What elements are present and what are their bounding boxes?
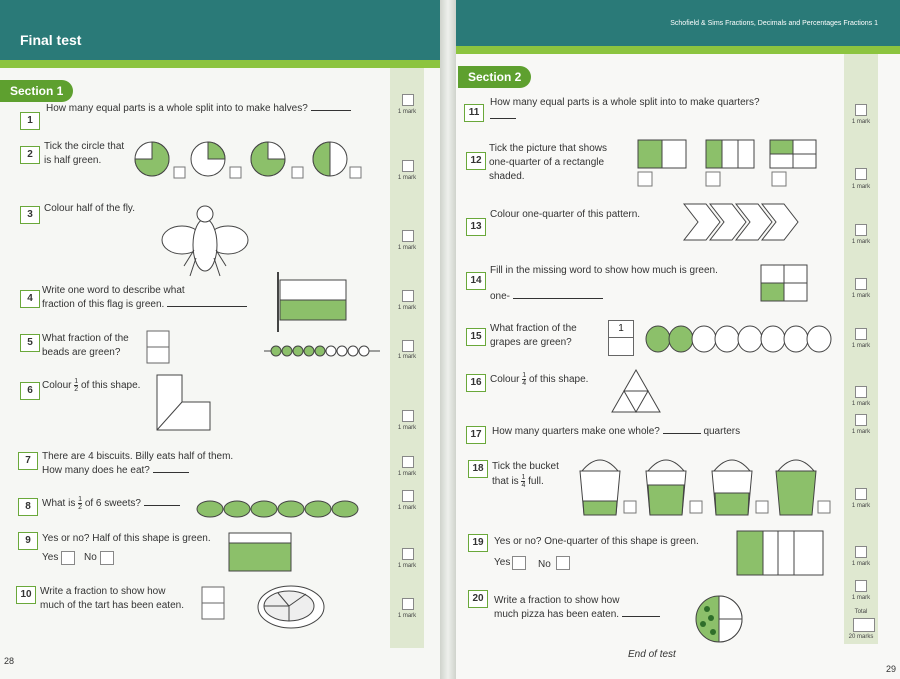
question-number: 15 — [466, 328, 486, 346]
question-number: 18 — [468, 460, 488, 478]
question-10-text: Write a fraction to show how much of the tart has been eaten. — [40, 586, 184, 611]
total-label: Total — [854, 609, 868, 615]
question-number: 17 — [466, 426, 486, 444]
mark-label: 1 mark — [851, 293, 871, 299]
yes-label: Yes — [494, 557, 511, 568]
mark-box[interactable] — [402, 490, 414, 502]
mark-box[interactable] — [855, 414, 867, 426]
question-number: 12 — [466, 152, 486, 170]
beads-drawing — [264, 343, 384, 359]
page-title: Final test — [20, 32, 82, 48]
header-green-strip — [448, 46, 900, 54]
fly-drawing — [160, 200, 250, 280]
question-20-text: Write a fraction to show how much pizza has been eaten. — [494, 594, 660, 622]
mark-box[interactable] — [402, 290, 414, 302]
left-page — [0, 0, 448, 679]
mark-label: 1 mark — [397, 563, 417, 569]
grapes-drawing — [644, 324, 839, 354]
mark-box[interactable] — [855, 546, 867, 558]
question-11-text: How many equal parts is a whole split into to make quarters? — [490, 96, 760, 124]
mark-box[interactable] — [402, 160, 414, 172]
mark-box[interactable] — [402, 410, 414, 422]
question-17-text: How many quarters make one whole? quarters — [492, 426, 741, 437]
no-label: No — [538, 559, 551, 570]
yes-checkbox[interactable] — [512, 556, 526, 570]
book-gutter — [440, 0, 456, 679]
mark-label: 1 mark — [851, 429, 871, 435]
mark-label: 1 mark — [851, 503, 871, 509]
question-4-text: Write one word to describe what fraction of this flag is green. — [42, 284, 247, 312]
question-number: 13 — [466, 218, 486, 236]
question-8-text: What is $\frac{1}{2}$ of 6 sweets? — [42, 496, 180, 511]
question-number: 6 — [20, 382, 40, 400]
question-number: 3 — [20, 206, 40, 224]
question-number: 16 — [466, 374, 486, 392]
mark-box[interactable] — [402, 598, 414, 610]
sweets-drawing — [196, 498, 366, 520]
fraction-answer-box[interactable] — [146, 330, 170, 364]
mark-label: 1 mark — [851, 343, 871, 349]
question-1-text: How many equal parts is a whole split into to make halves? — [46, 102, 351, 116]
fraction-answer-box[interactable]: 1 — [608, 320, 634, 356]
question-6-text: Colour $\frac{1}{2}$ of this shape. — [42, 378, 141, 393]
yes-label: Yes — [42, 552, 59, 563]
question-16-text: Colour $\frac{1}{4}$ of this shape. — [490, 372, 589, 387]
no-checkbox[interactable] — [556, 556, 570, 570]
question-14-text: Fill in the missing word to show how much is green. — [490, 265, 718, 276]
question-number: 4 — [20, 290, 40, 308]
mark-box[interactable] — [855, 104, 867, 116]
question-18-text: Tick the bucket that is $\frac{1}{4}$ full. — [492, 461, 559, 489]
mark-box[interactable] — [855, 386, 867, 398]
question-3-text: Colour half of the fly. — [44, 203, 135, 214]
mark-label: 1 mark — [851, 119, 871, 125]
question-number: 1 — [20, 112, 40, 130]
mark-label: 1 mark — [397, 354, 417, 360]
question-number: 20 — [468, 590, 488, 608]
mark-label: 1 mark — [397, 425, 417, 431]
mark-label: 1 mark — [851, 184, 871, 190]
flag-drawing — [272, 272, 352, 332]
quarter-square-drawing — [760, 264, 810, 304]
mark-label: 1 mark — [851, 561, 871, 567]
pizza-drawing — [694, 594, 744, 644]
rectangles-diagram — [636, 138, 836, 188]
mark-box[interactable] — [855, 580, 867, 592]
triangle-drawing — [610, 368, 662, 414]
question-number: 10 — [16, 586, 36, 604]
mark-label: 1 mark — [851, 595, 871, 601]
header-green-strip — [0, 60, 448, 68]
mark-label: 1 mark — [397, 109, 417, 115]
mark-label: 1 mark — [851, 401, 871, 407]
mark-label: 1 mark — [397, 471, 417, 477]
question-number: 2 — [20, 146, 40, 164]
chevron-pattern — [684, 202, 804, 242]
question-12-text: Tick the picture that shows one-quarter of a rectangle shaded. — [489, 143, 608, 182]
tart-drawing — [256, 584, 326, 630]
mark-box[interactable] — [402, 94, 414, 106]
question-number: 19 — [468, 534, 488, 552]
question-number: 9 — [18, 532, 38, 550]
question-number: 14 — [466, 272, 486, 290]
question-number: 8 — [18, 498, 38, 516]
question-13-text: Colour one-quarter of this pattern. — [490, 209, 641, 220]
question-9-text: Yes or no? Half of this shape is green. — [42, 533, 211, 544]
running-head: Schofield & Sims Fractions, Decimals and Percentages Fractions 1 — [670, 20, 878, 27]
mark-label: 1 mark — [851, 239, 871, 245]
mark-box[interactable] — [855, 278, 867, 290]
section-1-tab: Section 1 — [0, 80, 73, 102]
total-marks: 20 marks — [848, 634, 874, 640]
question-7-text: There are 4 biscuits. Billy eats half of them. How many does he eat? — [42, 451, 234, 476]
mark-label: 1 mark — [397, 305, 417, 311]
mark-box[interactable] — [855, 224, 867, 236]
header-band — [0, 0, 448, 60]
quarter-rectangle-drawing — [736, 530, 826, 578]
mark-box[interactable] — [402, 340, 414, 352]
total-box[interactable] — [853, 618, 875, 632]
fraction-answer-box[interactable] — [201, 586, 225, 620]
mark-box[interactable] — [855, 168, 867, 180]
mark-label: 1 mark — [397, 245, 417, 251]
question-2-text: Tick the circle that is half green. — [44, 141, 125, 166]
yes-checkbox[interactable] — [61, 551, 75, 565]
question-number: 11 — [464, 104, 484, 122]
question-15-text: What fraction of the grapes are green? — [490, 323, 577, 348]
page-number: 29 — [886, 664, 897, 674]
question-19-text: Yes or no? One-quarter of this shape is green. — [494, 536, 699, 547]
mark-box[interactable] — [855, 328, 867, 340]
end-of-test: End of test — [628, 649, 676, 660]
page-number: 28 — [4, 656, 15, 666]
no-checkbox[interactable] — [100, 551, 114, 565]
l-shape-drawing — [156, 374, 216, 434]
mark-label: 1 mark — [397, 175, 417, 181]
mark-box[interactable] — [402, 456, 414, 468]
circles-diagram — [0, 135, 300, 195]
question-number: 7 — [18, 452, 38, 470]
section-2-tab: Section 2 — [458, 66, 531, 88]
half-rectangle-drawing — [228, 532, 292, 572]
question-14-answer: one- — [490, 290, 603, 304]
mark-label: 1 mark — [397, 505, 417, 511]
buckets-drawing — [578, 455, 828, 519]
right-page — [448, 0, 900, 679]
mark-label: 1 mark — [397, 613, 417, 619]
half-circle-diagram — [300, 135, 360, 195]
no-label: No — [84, 552, 97, 563]
mark-box[interactable] — [402, 548, 414, 560]
mark-box[interactable] — [402, 230, 414, 242]
question-number: 5 — [20, 334, 40, 352]
mark-box[interactable] — [855, 488, 867, 500]
question-5-text: What fraction of the beads are green? — [42, 333, 129, 358]
